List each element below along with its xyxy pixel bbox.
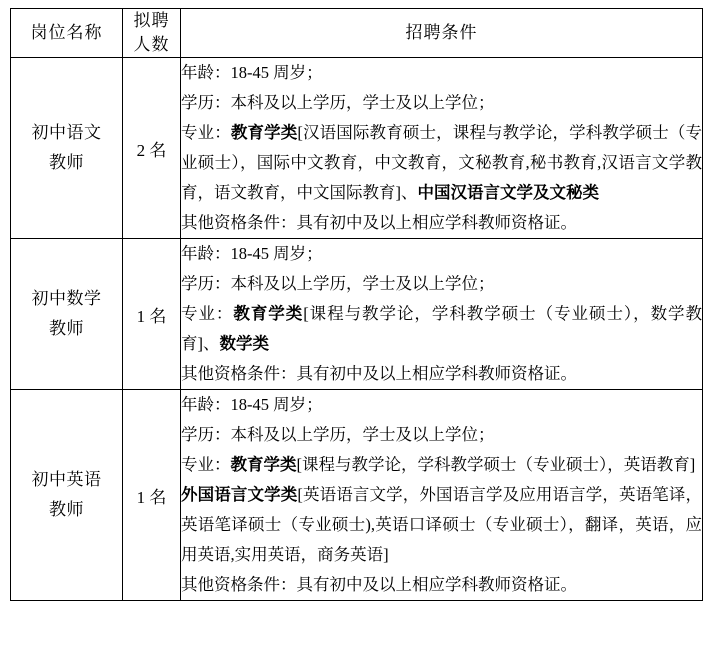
row-post-name-line2: 教师 — [49, 319, 84, 338]
header-conditions: 招聘条件 — [181, 9, 703, 58]
row-post-name — [11, 390, 123, 601]
condition-label-education: 学历： — [181, 425, 231, 444]
condition-label-major: 专业： — [181, 123, 231, 142]
condition-value-other: 具有初中及以上相应学科教师资格证。 — [296, 213, 577, 232]
condition-label-education: 学历： — [181, 274, 231, 293]
condition-value-education: 本科及以上学历，学士及以上学位； — [230, 93, 495, 112]
header-planned-count — [123, 9, 181, 58]
condition-major-detail-2: [英语语言文学，外国语言学及应用语言学，英语笔译，英语笔译硕士（专业硕士),英语口译硕士（专业硕士），翻译，英语，应用英语,实用英语，商务英语] — [181, 485, 702, 564]
table-body — [11, 58, 703, 601]
table-header-row — [11, 9, 703, 58]
condition-major-category-2: 中国汉语言文学及文秘类 — [417, 183, 599, 202]
row-conditions — [181, 239, 703, 390]
condition-line-other — [181, 570, 702, 600]
condition-major-detail-1: [课程与教学论，学科教学硕士（专业硕士），英语教育] — [296, 455, 696, 474]
condition-value-education: 本科及以上学历，学士及以上学位； — [230, 274, 495, 293]
row-post-name — [11, 58, 123, 239]
condition-line-other — [181, 359, 702, 389]
condition-line-major-secondary — [181, 480, 702, 570]
row-planned-count: 1 名 — [123, 239, 181, 390]
condition-line-major — [181, 118, 702, 208]
condition-line-major — [181, 299, 702, 359]
row-conditions — [181, 58, 703, 239]
row-post-name-line1: 初中英语 — [31, 470, 102, 489]
condition-value-other: 具有初中及以上相应学科教师资格证。 — [296, 364, 577, 383]
row-planned-count: 1 名 — [123, 390, 181, 601]
condition-major-category-1: 教育学类 — [230, 455, 297, 474]
condition-label-education: 学历： — [181, 93, 231, 112]
condition-line-other — [181, 208, 702, 238]
table-header — [11, 9, 703, 58]
condition-line-age — [181, 239, 702, 269]
condition-major-category-1: 教育学类 — [230, 123, 298, 142]
table-row — [11, 239, 703, 390]
recruitment-table — [10, 8, 703, 601]
table-row — [11, 390, 703, 601]
row-post-name-line1: 初中数学 — [31, 289, 102, 308]
condition-major-category-2: 数学类 — [219, 334, 269, 353]
condition-label-major: 专业： — [181, 304, 234, 323]
header-post-name: 岗位名称 — [11, 9, 123, 58]
condition-line-education — [181, 88, 702, 118]
condition-label-other: 其他资格条件： — [181, 213, 297, 232]
condition-major-category-2: 外国语言文学类 — [181, 485, 298, 504]
row-post-name-line1: 初中语文 — [31, 123, 102, 142]
condition-line-major — [181, 450, 702, 480]
condition-value-education: 本科及以上学历，学士及以上学位； — [230, 425, 495, 444]
header-planned-count-line1: 拟聘 — [133, 11, 170, 30]
condition-label-age: 年龄： — [181, 244, 231, 263]
condition-value-other: 具有初中及以上相应学科教师资格证。 — [296, 575, 577, 594]
header-planned-count-line2: 人数 — [133, 35, 170, 54]
condition-label-other: 其他资格条件： — [181, 575, 297, 594]
condition-major-detail-1: [汉语国际教育硕士，课程与教学论，学科教学硕士（专业硕士），国际中文教育，中文教育，文秘教育,秘书教育,汉语言文学教育，语文教育，中文国际教育]、 — [181, 123, 703, 202]
row-conditions — [181, 390, 703, 601]
row-post-name-line2: 教师 — [49, 500, 84, 519]
table-row — [11, 58, 703, 239]
condition-major-detail-1: [课程与教学论，学科教学硕士（专业硕士），数学教育]、 — [181, 304, 703, 353]
condition-label-major: 专业： — [181, 455, 231, 474]
condition-major-category-1: 教育学类 — [233, 304, 304, 323]
condition-line-age — [181, 390, 702, 420]
row-planned-count: 2 名 — [123, 58, 181, 239]
row-post-name — [11, 239, 123, 390]
condition-value-age: 18-45 周岁； — [230, 244, 323, 263]
condition-line-age — [181, 58, 702, 88]
condition-label-other: 其他资格条件： — [181, 364, 297, 383]
condition-line-education — [181, 269, 702, 299]
condition-value-age: 18-45 周岁； — [230, 63, 323, 82]
row-post-name-line2: 教师 — [49, 153, 84, 172]
condition-line-education — [181, 420, 702, 450]
condition-value-age: 18-45 周岁； — [230, 395, 323, 414]
condition-label-age: 年龄： — [181, 63, 231, 82]
condition-label-age: 年龄： — [181, 395, 231, 414]
